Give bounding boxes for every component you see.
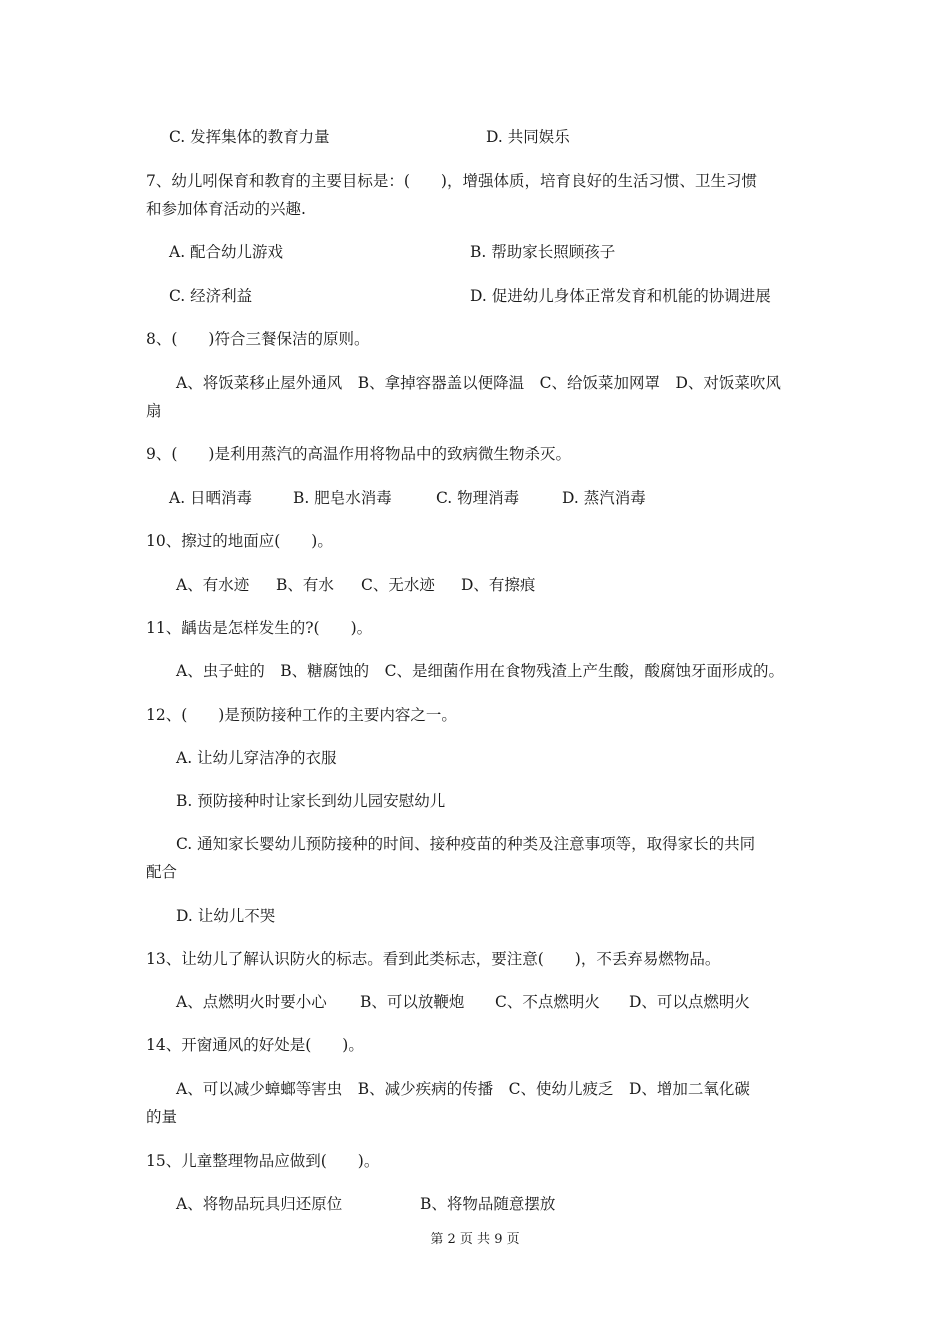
q6-option-c: C. 发挥集体的教育力量 <box>169 128 330 146</box>
q9-option-a: A. 日晒消毒 <box>169 489 253 507</box>
q12-option-c-line1: C. 通知家长婴幼儿预防接种的时间、接种疫苗的种类及注意事项等，取得家长的共同 <box>176 835 756 853</box>
q13-stem: 13、让幼儿了解认识防火的标志。看到此类标志，要注意( )，不丢弃易燃物品。 <box>146 950 721 968</box>
q12-option-d: D. 让幼儿不哭 <box>176 907 276 925</box>
q7-stem-line2: 和参加体育活动的兴趣. <box>146 200 306 218</box>
q13-option-d: D、可以点燃明火 <box>629 993 750 1011</box>
q12-option-a: A. 让幼儿穿洁净的衣服 <box>176 749 337 767</box>
q14-stem: 14、开窗通风的好处是( )。 <box>146 1036 364 1054</box>
q13-option-b: B、可以放鞭炮 <box>360 993 465 1011</box>
q7-stem-line1: 7、幼儿吲保育和教育的主要目标是：( )，增强体质，培育良好的生活习惯、卫生习惯 <box>146 172 757 190</box>
q15-option-a: A、将物品玩具归还原位 <box>176 1195 343 1213</box>
q9-stem: 9、( )是利用蒸汽的高温作用将物品中的致病微生物杀灭。 <box>146 445 571 463</box>
q10-stem: 10、擦过的地面应( )。 <box>146 532 333 550</box>
q13-option-a: A、点燃明火时要小心 <box>176 993 327 1011</box>
q7-option-c: C. 经济利益 <box>169 287 253 305</box>
q7-option-b: B. 帮助家长照顾孩子 <box>470 243 616 261</box>
q8-options-line2: 扇 <box>146 402 162 420</box>
q10-option-c: C、无水迹 <box>361 576 435 594</box>
q10-option-d: D、有擦痕 <box>461 576 536 594</box>
q12-stem: 12、( )是预防接种工作的主要内容之一。 <box>146 706 457 724</box>
q14-options-line2: 的量 <box>146 1108 178 1126</box>
q10-option-a: A、有水迹 <box>176 576 250 594</box>
q8-stem: 8、( )符合三餐保洁的原则。 <box>146 330 370 348</box>
q11-options: A、虫子蛀的 B、糖腐蚀的 C、是细菌作用在食物残渣上产生酸，酸腐蚀牙面形成的。 <box>176 662 784 680</box>
q6-option-d: D. 共同娱乐 <box>486 128 570 146</box>
q11-stem: 11、龋齿是怎样发生的?( )。 <box>146 619 373 637</box>
q15-option-b: B、将物品随意摆放 <box>420 1195 556 1213</box>
q14-options-line1: A、可以减少蟑螂等害虫 B、减少疾病的传播 C、使幼儿疲乏 D、增加二氧化碳 <box>176 1080 750 1098</box>
q9-option-c: C. 物理消毒 <box>436 489 520 507</box>
q15-stem: 15、儿童整理物品应做到( )。 <box>146 1152 380 1170</box>
q10-option-b: B、有水 <box>276 576 334 594</box>
q12-option-c-line2: 配合 <box>146 863 178 881</box>
q9-option-b: B. 肥皂水消毒 <box>293 489 392 507</box>
q7-option-a: A. 配合幼儿游戏 <box>169 243 284 261</box>
q13-option-c: C、不点燃明火 <box>495 993 600 1011</box>
q12-option-b: B. 预防接种时让家长到幼儿园安慰幼儿 <box>176 792 446 810</box>
q7-option-d: D. 促进幼儿身体正常发育和机能的协调进展 <box>470 287 771 305</box>
q8-options-line1: A、将饭菜移止屋外通风 B、拿掉容器盖以便降温 C、给饭菜加网罩 D、对饭菜吹风 <box>176 374 781 392</box>
q9-option-d: D. 蒸汽消毒 <box>562 489 646 507</box>
page-footer: 第 2 页 共 9 页 <box>430 1232 520 1247</box>
